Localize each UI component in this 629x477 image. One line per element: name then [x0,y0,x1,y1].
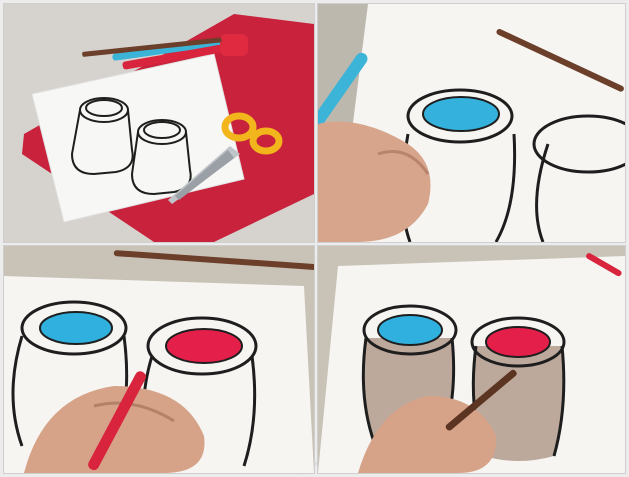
cup-top-blue [423,97,499,131]
step-4-photo [318,246,625,473]
step-1-photo [4,4,314,242]
cup-top-red [166,329,242,363]
cup-top-blue [40,312,112,344]
step-2-photo [318,4,625,242]
cup-top-red [486,327,550,357]
step-3-photo [4,246,314,473]
cup-top-blue [378,315,442,345]
